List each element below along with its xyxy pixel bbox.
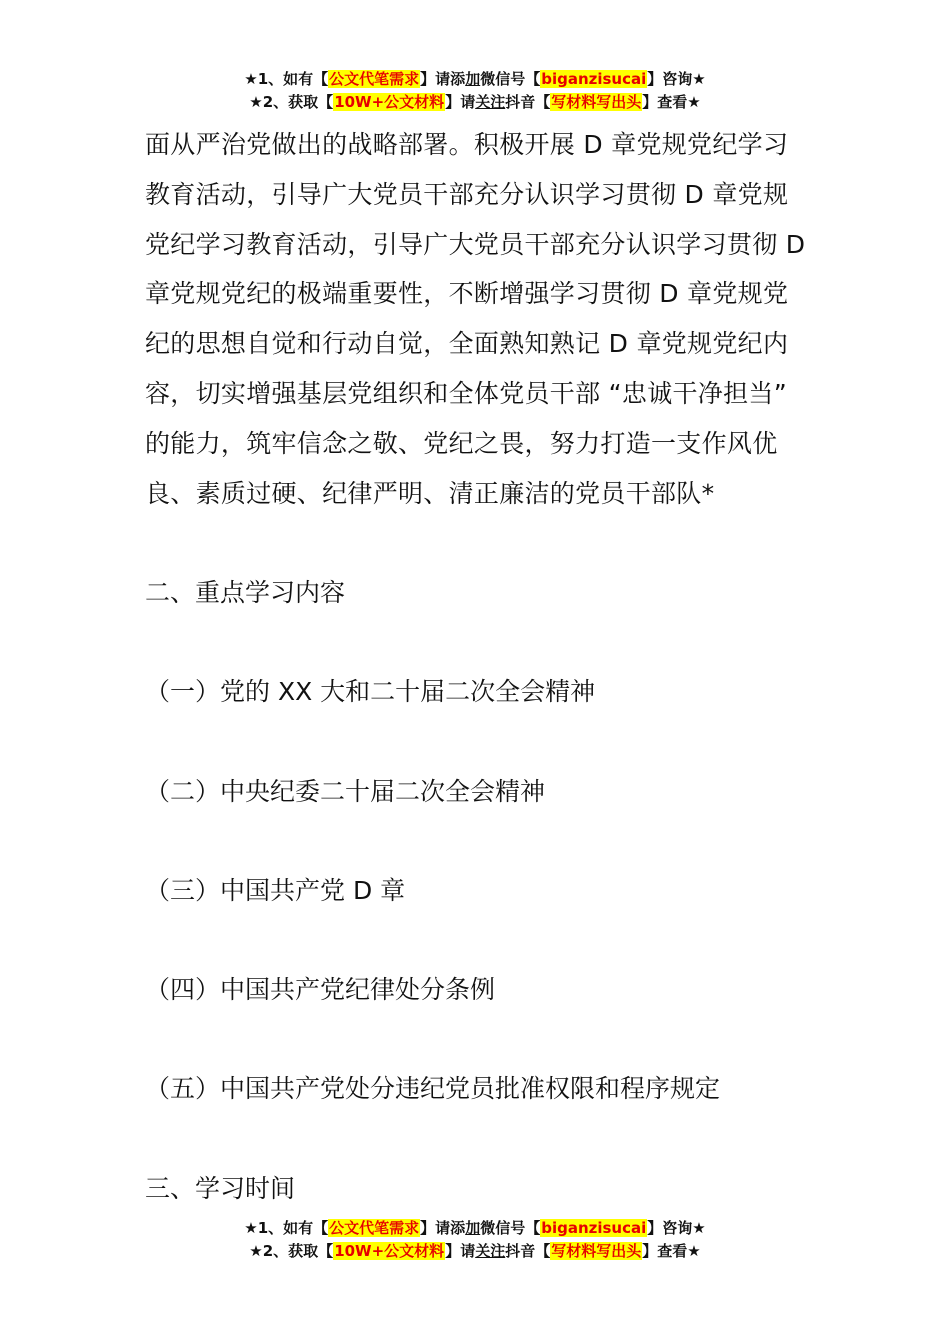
banner-text: ★2、获取【 [249,1242,334,1260]
body-paragraph: 面从严治党做出的战略部署。积极开展 D 章党规党纪学习教育活动，引导广大党员干部充分认识学习贯彻 D 章党规党纪学习教育活动，引导广大党员干部充分认识学习贯彻 D 章党规党纪的极端重要性，不断增强学习贯彻 D 章党规党纪的思想自觉和行动自觉，全面熟知熟记 D 章党规党纪内容，切实增强基层党组织和全体党员干部 “忠诚干净担当” 的能力，筑牢信念之敬、党纪之畏，努力打造一支作风优良、素质过硬、纪律严明、清正廉洁的党员干部队* [145,130,806,508]
banner-highlight: 写材料写出头 [551,1242,642,1260]
section-heading-3: 三、学习时间 [145,1174,296,1203]
banner-text: 】咨询★ [647,1219,706,1237]
banner-underline: 关注 [475,93,506,111]
banner-text: 】请添 [420,70,466,88]
banner-text: 】请添 [420,1219,466,1237]
banner-text: 】请 [445,93,476,111]
banner-text: 】请 [445,1242,476,1260]
banner-highlight: 10W+公文材料 [334,1242,445,1260]
banner-line-2 [0,91,950,114]
list-item: （一）党的 XX 大和二十届二次全会精神 [145,677,596,706]
banner-text: 微信号【 [480,1219,541,1237]
banner-line-1 [0,1217,950,1240]
banner-text: 抖音【 [505,93,551,111]
banner-text: ★1、如有【 [244,70,329,88]
list-item: （五）中国共产党处分违纪党员批准权限和程序规定 [145,1074,721,1103]
header-banner [0,68,950,114]
banner-text: 】咨询★ [647,70,706,88]
banner-underline: 加 [465,70,481,88]
document-body [145,120,810,518]
list-item: （四）中国共产党纪律处分条例 [145,975,496,1004]
banner-underline: 关注 [475,1242,506,1260]
banner-text: 】查看★ [642,93,701,111]
banner-line-1 [0,68,950,91]
banner-highlight: 10W+公文材料 [334,93,445,111]
banner-highlight: biganzisucai [541,1219,647,1237]
section-heading-2: 二、重点学习内容 [145,578,346,607]
footer-banner [0,1217,950,1263]
list-item: （三）中国共产党 D 章 [145,876,406,905]
banner-underline: 加 [465,1219,481,1237]
banner-text: 】查看★ [642,1242,701,1260]
banner-highlight: biganzisucai [541,70,647,88]
banner-highlight: 写材料写出头 [551,93,642,111]
banner-text: 抖音【 [505,1242,551,1260]
banner-highlight: 公文代笔需求 [329,1219,420,1237]
banner-line-2 [0,1240,950,1263]
banner-text: ★1、如有【 [244,1219,329,1237]
list-item: （二）中央纪委二十届二次全会精神 [145,777,546,806]
banner-text: ★2、获取【 [249,93,334,111]
banner-highlight: 公文代笔需求 [329,70,420,88]
banner-text: 微信号【 [480,70,541,88]
